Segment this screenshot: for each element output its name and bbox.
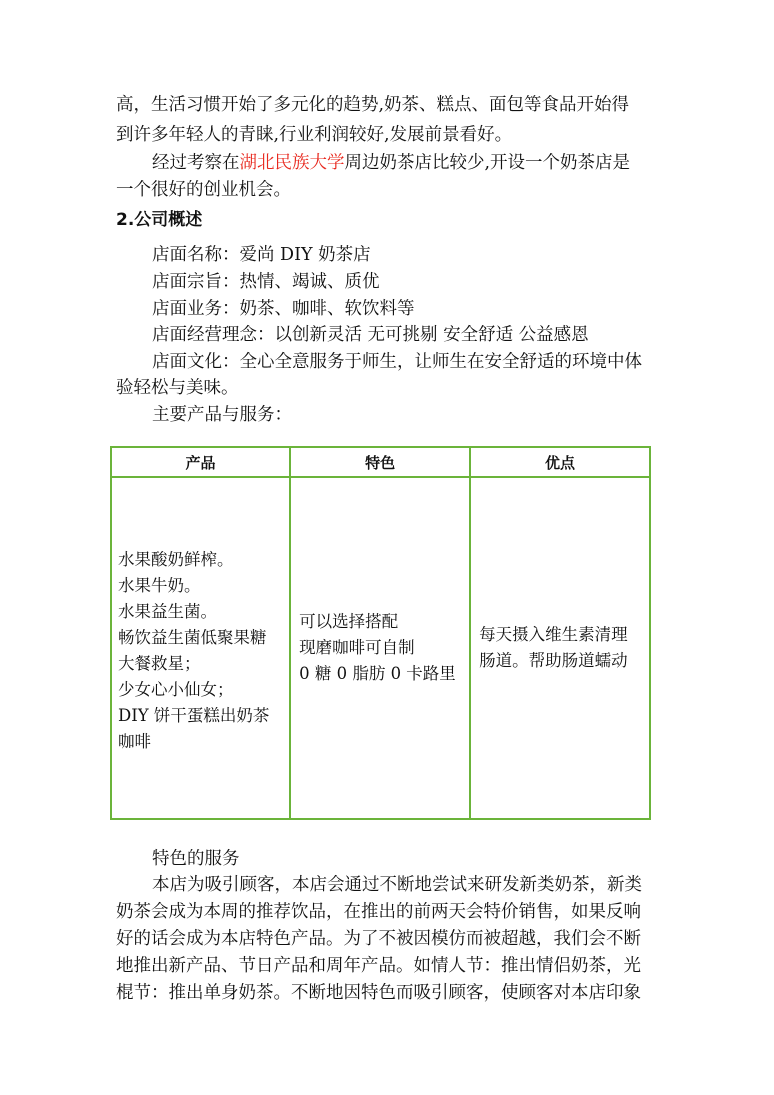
product-item: 大餐救星； (118, 654, 201, 673)
feature-item: 0 糖 0 脂肪 0 卡路里 (299, 664, 456, 683)
products-table (110, 446, 651, 820)
product-item: 水果益生菌。 (118, 602, 217, 621)
shop-culture-line-1: 店面文化：全心全意服务于师生，让师生在安全舒适的环境中体 (152, 352, 642, 372)
intro-line-3 (152, 150, 630, 176)
product-item: 水果牛奶。 (118, 576, 201, 595)
university-name: 湖北民族大学 (239, 153, 345, 173)
header-advantage: 优点 (470, 447, 650, 477)
shop-name: 店面名称：爱尚 DIY 奶茶店 (152, 245, 371, 265)
table-row (111, 477, 650, 819)
feature-item: 可以选择搭配 (299, 612, 399, 631)
advantages-cell (470, 477, 650, 819)
product-item: 畅饮益生菌低聚果糖 (118, 628, 267, 647)
shop-aim: 店面宗旨：热情、竭诚、质优 (152, 272, 380, 292)
service-line-2: 奶茶会成为本周的推荐饮品，在推出的前两天会特价销售，如果反响 (116, 902, 641, 922)
service-line-3: 好的话会成为本店特色产品。为了不被因模仿而被超越，我们会不断 (116, 929, 641, 949)
header-product: 产品 (111, 447, 290, 477)
table-header-row (111, 447, 650, 477)
intro-line-3-pre: 经过考察在 (152, 153, 240, 173)
header-feature: 特色 (290, 447, 470, 477)
advantage-item: 肠道。帮助肠道蠕动 (479, 651, 628, 670)
intro-line-1: 高，生活习惯开始了多元化的趋势,奶茶、糕点、面包等食品开始得 (116, 95, 630, 115)
intro-line-2: 到许多年轻人的青睐,行业利润较好,发展前景看好。 (116, 125, 513, 145)
features-cell (290, 477, 470, 819)
feature-item: 现磨咖啡可自制 (299, 638, 415, 657)
products-intro: 主要产品与服务： (152, 405, 292, 425)
product-item: DIY 饼干蛋糕出奶茶 (118, 706, 270, 725)
shop-business: 店面业务：奶茶、咖啡、软饮料等 (152, 299, 415, 319)
product-item: 咖啡 (118, 732, 151, 751)
intro-line-4: 一个很好的创业机会。 (116, 180, 291, 200)
shop-culture-line-2: 验轻松与美味。 (116, 378, 239, 398)
service-line-1: 本店为吸引顾客，本店会通过不断地尝试来研发新类奶茶，新类 (152, 875, 642, 895)
shop-concept: 店面经营理念：以创新灵活 无可挑剔 安全舒适 公益感恩 (152, 325, 589, 345)
service-line-5: 棍节：推出单身奶茶。不断地因特色而吸引顾客，使顾客对本店印象 (116, 983, 641, 1003)
products-cell (111, 477, 290, 819)
advantage-item: 每天摄入维生素清理 (479, 625, 628, 644)
service-line-4: 地推出新产品、节日产品和周年产品。如情人节：推出情侣奶茶，光 (116, 956, 641, 976)
service-title: 特色的服务 (152, 849, 240, 869)
product-item: 水果酸奶鲜榨。 (118, 550, 234, 569)
product-item: 少女心小仙女； (118, 680, 234, 699)
section-heading: 2.公司概述 (116, 210, 203, 230)
intro-line-3-post: 周边奶茶店比较少,开设一个奶茶店是 (344, 153, 631, 173)
